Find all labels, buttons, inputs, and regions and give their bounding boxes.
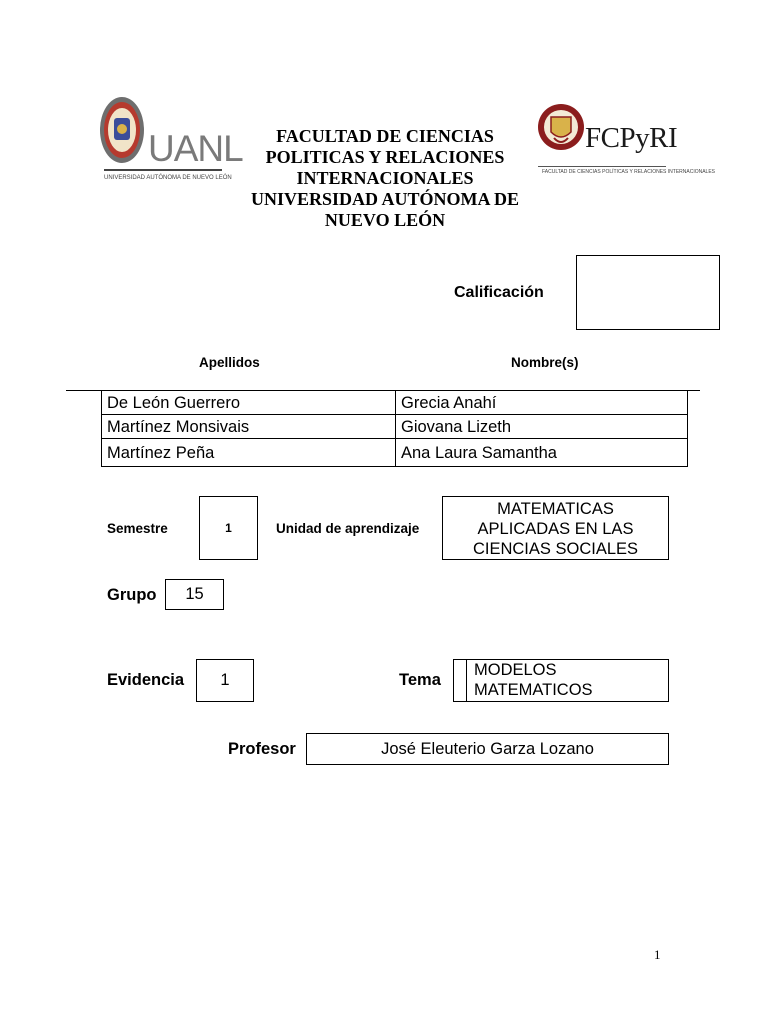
fcpyri-logo-caption: FACULTAD DE CIENCIAS POLÍTICAS Y RELACIONES INTERNACIONALES bbox=[542, 169, 716, 175]
tema-label: Tema bbox=[399, 671, 441, 689]
unidad-line: CIENCIAS SOCIALES bbox=[472, 540, 639, 558]
tema-box[interactable] bbox=[453, 659, 669, 702]
uanl-logo-caption: UNIVERSIDAD AUTÓNOMA DE NUEVO LEÓN bbox=[104, 175, 232, 181]
apellidos-cell[interactable]: Martínez Monsivais bbox=[102, 415, 396, 439]
profesor-label: Profesor bbox=[228, 740, 296, 758]
unidad-line: MATEMATICAS bbox=[497, 500, 614, 518]
semestre-box[interactable] bbox=[199, 496, 258, 560]
title-line: NUEVO LEÓN bbox=[324, 210, 446, 230]
uanl-logo-text: UANL bbox=[148, 128, 243, 169]
nombre-cell[interactable]: Giovana Lizeth bbox=[396, 415, 688, 439]
page-title bbox=[245, 126, 525, 231]
table-row bbox=[102, 391, 688, 415]
semestre-label: Semestre bbox=[107, 521, 168, 536]
students-table bbox=[101, 391, 688, 467]
title-line: FACULTAD DE CIENCIAS bbox=[276, 126, 494, 146]
fcpyri-logo bbox=[538, 92, 716, 182]
grupo-label: Grupo bbox=[107, 586, 157, 604]
table-row bbox=[102, 415, 688, 439]
evidencia-box[interactable] bbox=[196, 659, 254, 702]
calificacion-box[interactable] bbox=[576, 255, 720, 330]
profesor-box[interactable] bbox=[306, 733, 669, 765]
nombre-cell[interactable]: Ana Laura Samantha bbox=[396, 439, 688, 467]
profesor-value: José Eleuterio Garza Lozano bbox=[381, 739, 594, 758]
page-number: 1 bbox=[654, 947, 661, 962]
title-line: UNIVERSIDAD AUTÓNOMA DE bbox=[250, 189, 520, 209]
evidencia-label: Evidencia bbox=[107, 671, 185, 689]
tema-line: MATEMATICOS bbox=[474, 681, 593, 699]
fcpyri-logo-text: FCPyRI bbox=[585, 122, 678, 154]
tema-divider bbox=[466, 660, 467, 701]
uanl-logo bbox=[98, 92, 243, 192]
apellidos-header: Apellidos bbox=[199, 355, 260, 370]
unidad-label: Unidad de aprendizaje bbox=[276, 521, 420, 536]
tema-line: MODELOS bbox=[474, 661, 557, 679]
apellidos-cell[interactable]: De León Guerrero bbox=[102, 391, 396, 415]
semestre-value: 1 bbox=[225, 521, 232, 535]
table-row bbox=[102, 439, 688, 467]
grupo-box[interactable] bbox=[165, 579, 224, 610]
unidad-box[interactable] bbox=[442, 496, 669, 560]
nombre-cell[interactable]: Grecia Anahí bbox=[396, 391, 688, 415]
evidencia-value: 1 bbox=[220, 671, 230, 689]
apellidos-cell[interactable]: Martínez Peña bbox=[102, 439, 396, 467]
title-line: INTERNACIONALES bbox=[296, 168, 474, 188]
nombres-header: Nombre(s) bbox=[511, 355, 579, 370]
unidad-line: APLICADAS EN LAS bbox=[477, 520, 634, 538]
calificacion-label: Calificación bbox=[454, 284, 544, 301]
grupo-value: 15 bbox=[185, 585, 204, 603]
title-line: POLITICAS Y RELACIONES bbox=[265, 147, 505, 167]
